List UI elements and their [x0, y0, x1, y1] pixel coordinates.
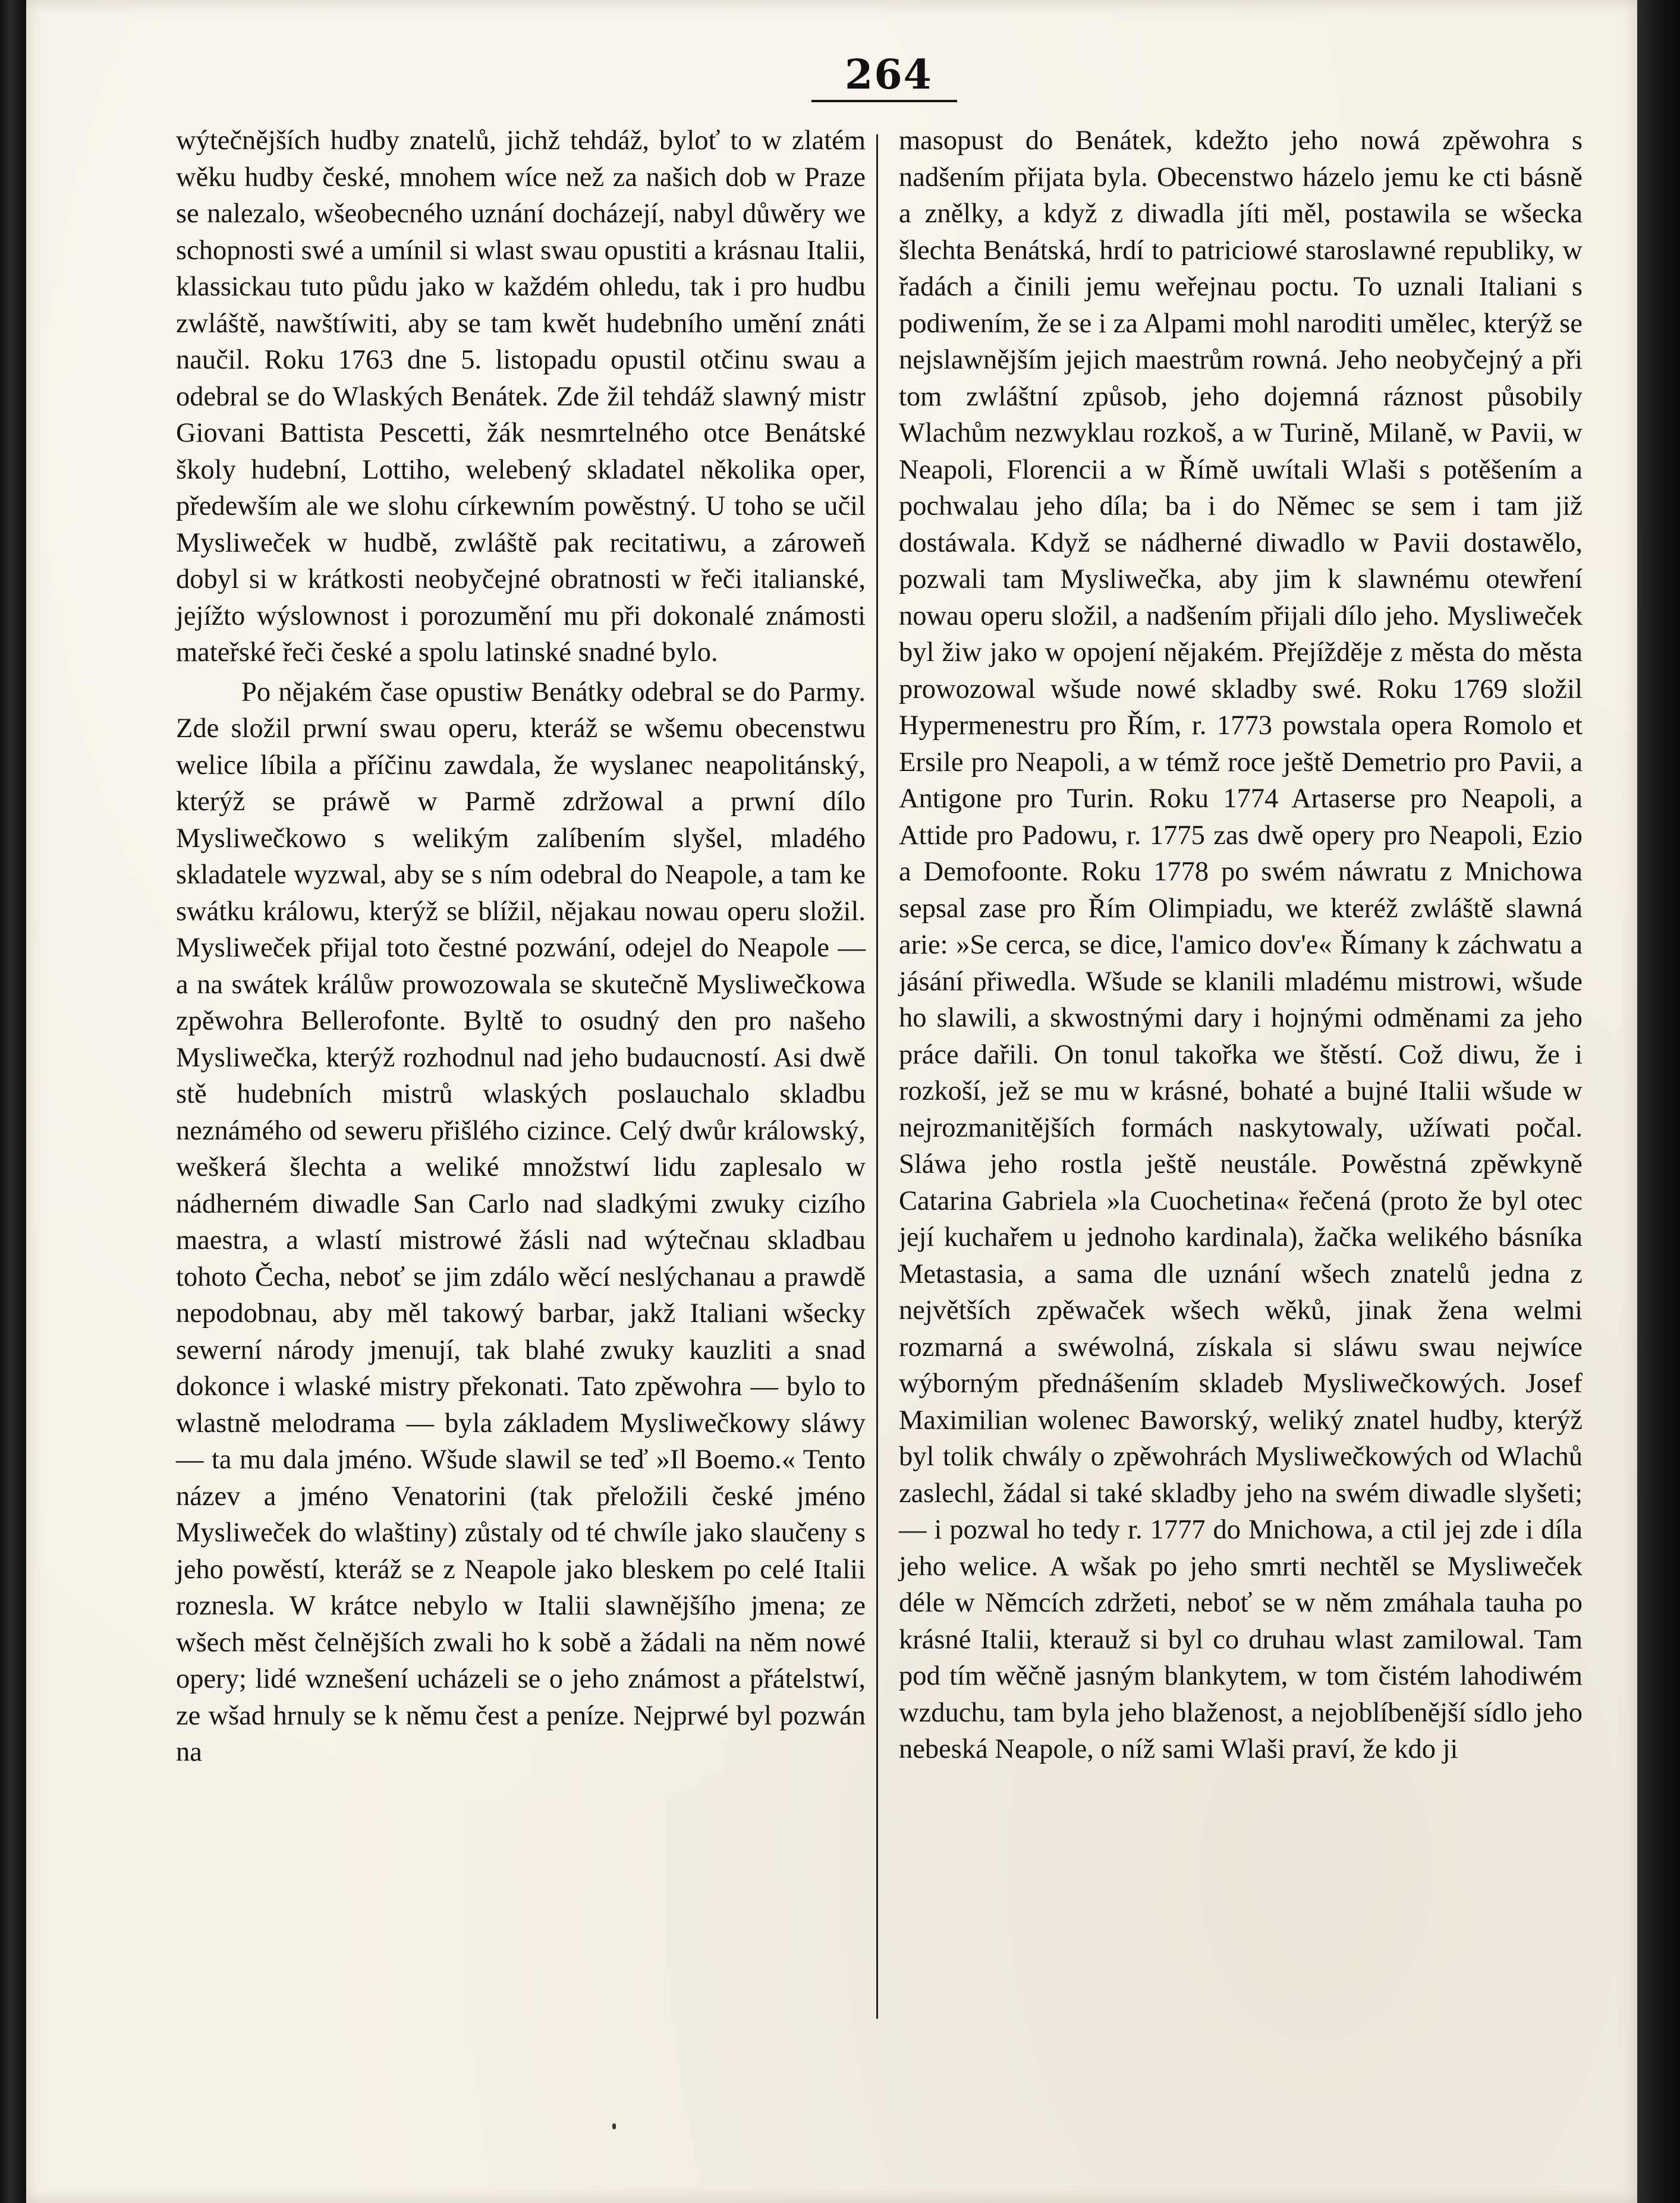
column-divider-rule	[876, 134, 878, 2019]
scan-right-edge-shadow	[1637, 0, 1680, 2203]
left-paragraph-1: wýtečnějších hudby znatelů, jichž tehdáž, byloť to w zlatém wěku hudby české, mnohem wíce než za našich dob w Praze se nalezalo, wšeobecného uznání docházejí, nabyl důwěry we schopnosti swé a umínil si wlast swau opustiti a krásnau Italii, klassickau tuto půdu jako w každém ohledu, tak i pro hudbu zwláště, nawštíwiti, aby se tam kwět hudebního umění znáti naučil. Roku 1763 dne 5. listopadu opustil otčinu swau a odebral se do Wlaských Benátek. Zde žil tehdáž slawný mistr Giovani Battista Pescetti, žák nesmrtelného otce Benátské školy hudební, Lottiho, welebený skladatel několika oper, předewším ale we slohu církewním powěstný. U toho se učil Mysliweček w hudbě, zwláště pak recitatiwu, a zároweň dobyl si w krátkosti neobyčejné obratnosti w řeči italianské, jejížto wýslownost i porozumění mu při dokonalé známosti mateřské řeči české a spolu latinské snadné bylo.	[176, 125, 866, 668]
page-number: 264	[845, 51, 933, 99]
left-paragraph-2: Po nějakém čase opustiw Benátky odebral se do Parmy. Zde složil prwní swau operu, kteráž se wšemu obecenstwu welice líbila a příčinu zawdala, že wyslanec neapolitánský, kterýž se práwě w Parmě zdržowal a prwní dílo Mysliwečkowo s welikým zalíbením slyšel, mladého skladatele wyzwal, aby se s ním odebral do Neapole, a tam ke swátku králowu, kterýž se blížil, nějakau nowau operu složil. Mysliweček přijal toto čestné pozwání, odejel do Neapole — a na swátek králůw prowozowala se skutečně Mysliwečkowa zpěwohra Bellerofonte. Byltě to osudný den pro našeho Mysliwečka, kterýž rozhodnul nad jeho budaucností. Asi dwě stě hudebních mistrů wlaských poslauchalo skladbu neznámého od seweru přišlého cizince. Celý dwůr králowský, weškerá šlechta a weliké množstwí lidu zaplesalo w nádherném diwadle San Carlo nad sladkými zwuky cizího maestra, a wlastí mistrowé žásli nad wýtečnau skladbau tohoto Čecha, neboť se jim zdálo wěcí neslýchanau a prawdě nepodobnau, aby měl takowý barbar, jakž Italiani wšecky sewerní národy jmenují, tak blahé zwuky kauzliti a snad dokonce i wlaské mistry překonati. Tato zpěwohra — bylo to wlastně melodrama — byla základem Mysliwečkowy sláwy — ta mu dala jméno. Wšude slawil se teď »Il Boemo.« Tento název a jméno Venatorini (tak přeložili české jméno Mysliweček do wlaštiny) zůstaly od té chwíle jako slaučeny s jeho powěstí, kteráž se z Neapole jako bleskem po celé Italii roznesla. W krátce nebylo w Italii slawnějšího jmena; ze wšech měst čelnějších zwali ho k sobě a žádali na něm nowé opery; lidé wznešení ucházeli se o jeho známost a přátelstwí, ze wšad hrnuly se k němu čest a peníze. Nejprwé byl pozwán na	[176, 676, 866, 1767]
right-paragraph-1: masopust do Benátek, kdežto jeho nowá zpěwohra s nadšením přijata byla. Obecenstwo házelo jemu ke cti básně a znělky, a když z diwadla jíti měl, postawila se wšecka šlechta Benátská, hrdí to patriciowé staroslawné republiky, w řadách a činili jemu weřejnau poctu. To uznali Italiani s podiwením, že se i za Alpami mohl naroditi umělec, kterýž se nejslawnějším jejich maestrům rowná. Jeho neobyčejný a při tom zwláštní způsob, jeho dojemná ráznost působily Wlachům nezwyklau rozkoš, a w Turině, Milaně, w Pavii, w Neapoli, Florencii a w Římě uwítali Wlaši s potěšením a pochwalau jeho díla; ba i do Němec se sem i tam již dostáwala. Když se nádherné diwadlo w Pavii dostawělo, pozwali tam Mysliwečka, aby jim k slawnému otewření nowau operu složil, a nadšením přijali dílo jeho. Mysliweček byl žiw jako w opojení nějakém. Přejížděje z města do města prowozowal wšude nowé skladby swé. Roku 1769 složil Hypermenestru pro Řím, r. 1773 powstala opera Romolo et Ersile pro Neapoli, a w témž roce ještě Demetrio pro Pavii, a Antigone pro Turin. Roku 1774 Artaserse pro Neapoli, a Attide pro Padowu, r. 1775 zas dwě opery pro Neapoli, Ezio a Demofoonte. Roku 1778 po swém náwratu z Mnichowa sepsal zase pro Řím Olimpiadu, we kteréž zwláště slawná arie: »Se cerca, se dice, l'amico dov'e« Římany k záchwatu a jásání přiwedla. Wšude se klanili mladému mistrowi, wšude ho slawili, a skwostnými dary i hojnými odměnami za jeho práce dařili. On tonul takořka we štěstí. Což diwu, že i rozkoší, jež se mu w krásné, bohaté a bujné Italii wšude w nejrozmanitějších formách naskytowaly, užíwati počal. Sláwa jeho rostla ještě neustále. Powěstná zpěwkyně Catarina Gabriela »la Cuochetina« řečená (proto že byl otec její kuchařem u jednoho kardinala), žačka welikého básníka Metastasia, a sama dle uznání wšech znatelů jedna z největších zpěwaček wšech wěků, jinak žena welmi rozmarná a swéwolná, získala si sláwu swau nejwíce wýborným přednášením skladeb Mysliwečkowých. Josef Maximilian wolenec Baworský, weliký znatel hudby, kterýž byl tolik chwály o zpěwohrách Mysliwečkowých od Wlachů zaslechl, žádal si také skladby jeho na swém diwadle slyšeti; — i pozwal ho tedy r. 1777 do Mnichowa, a ctil jej zde i díla jeho welice. A wšak po jeho smrti nechtěl se Mysliweček déle w Němcích zdržeti, neboť se w něm zmáhala tauha po krásné Italii, kterauž si byl co druhau wlast zamilowal. Tam pod tím wěčně jasným blankytem, w tom čistém lahodiwém wzduchu, tam byla jeho blaženost, a nejoblíbenější sídlo jeho nebeská Neapole, o níž sami Wlaši praví, že kdo ji	[899, 125, 1583, 1764]
left-text-column	[176, 122, 866, 1771]
print-speck	[612, 2123, 616, 2129]
right-text-column	[899, 122, 1583, 1768]
page-number-underline	[811, 100, 957, 102]
